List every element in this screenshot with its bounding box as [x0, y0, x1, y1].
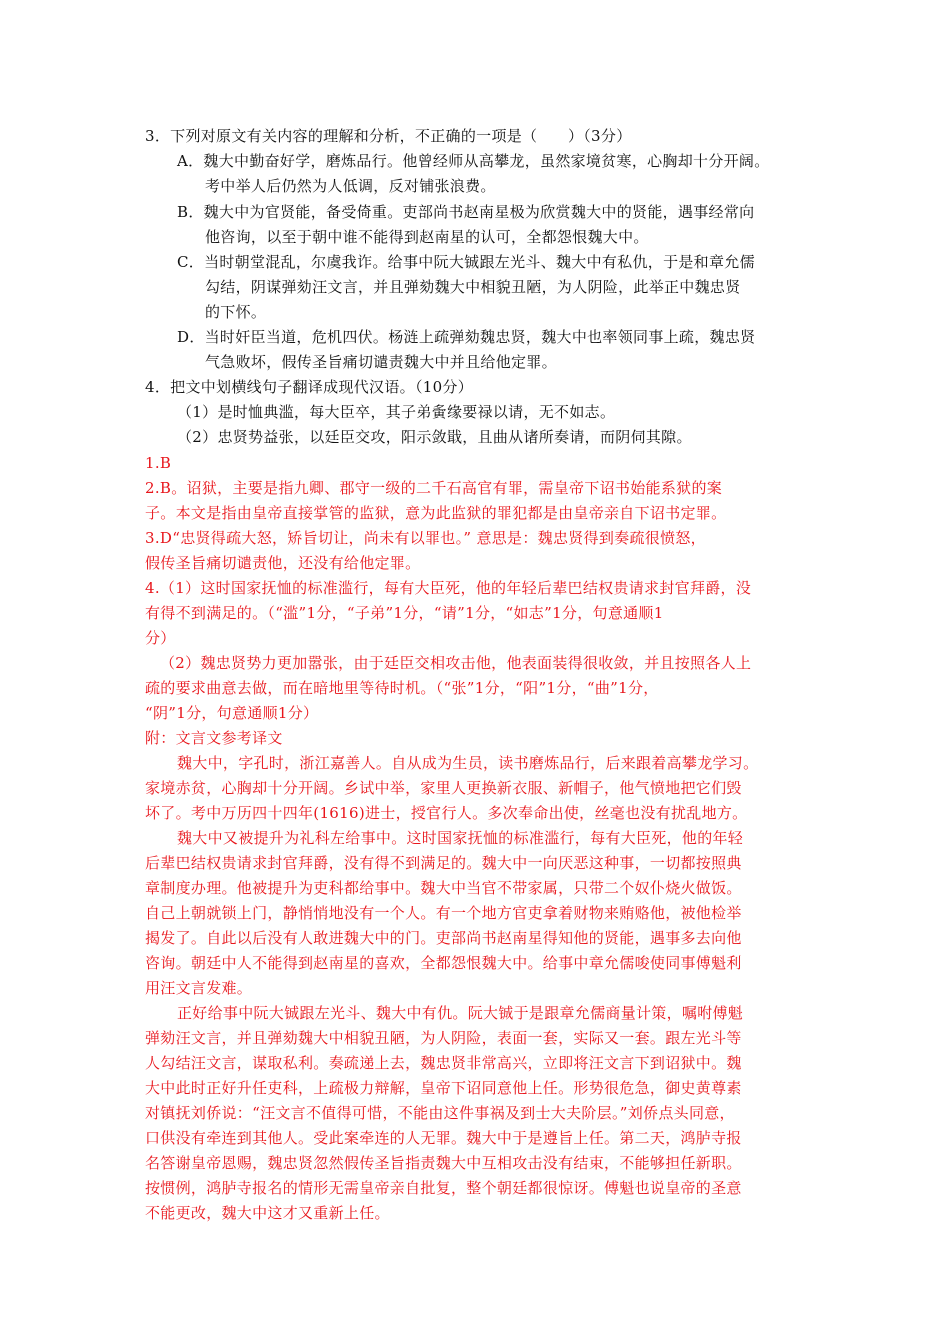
answer-4-2-line1: （2）魏忠贤势力更加嚣张，由于廷臣交相攻击他，他表面装得很收敛，并且按照各人上	[160, 654, 752, 672]
translation-p2-line6: 咨询。朝廷中人不能得到赵南星的喜欢，全都怨恨魏大中。给事中章允儒唆使同事傅魁利	[145, 954, 742, 972]
question3-option-c-line2: 勾结，阴谋弹劾汪文言，并且弹劾魏大中相貌丑陋，为人阴险，此举正中魏忠贤	[205, 278, 741, 296]
answer-4-1-line3: 分）	[145, 629, 176, 647]
answer-3-line2: 假传圣旨痛切谴责他，还没有给他定罪。	[145, 554, 421, 572]
question3-option-a-line2: 考中举人后仍然为人低调，反对铺张浪费。	[205, 177, 496, 195]
answer-3-line1: 3.D“忠贤得疏大怒，矫旨切让，尚未有以罪也。” 意思是：魏忠贤得到奏疏很愤怒，	[145, 529, 706, 547]
translation-p3-line6: 口供没有牵连到其他人。受此案牵连的人无罪。魏大中于是遵旨上任。第二天，鸿胪寺报	[145, 1129, 742, 1147]
translation-p3-line2: 弹劾汪文言，并且弹劾魏大中相貌丑陋，为人阴险，表面一套，实际又一套。跟左光斗等	[145, 1029, 742, 1047]
translation-p3-line4: 大中此时正好升任吏科，上疏极力辩解，皇帝下诏同意他上任。形势很危急，御史黄尊素	[145, 1079, 742, 1097]
translation-p2-line5: 揭发了。自此以后没有人敢进魏大中的门。吏部尚书赵南星得知他的贤能，遇事多去向他	[145, 929, 742, 947]
question3-option-c-line3: 的下怀。	[205, 303, 267, 321]
translation-p1-line1: 魏大中，字孔时，浙江嘉善人。自从成为生员，读书磨炼品行，后来跟着高攀龙学习。	[177, 754, 759, 772]
translation-p2-line4: 自己上朝就锁上门，静悄悄地没有一个人。有一个地方官吏拿着财物来贿赂他，被他检举	[145, 904, 742, 922]
translation-p1-line3: 坏了。考中万历四十四年(1616)进士，授官行人。多次奉命出使，丝毫也没有扰乱地方。	[145, 804, 748, 822]
answer-2-line1: 2.B。诏狱，主要是指九卿、郡守一级的二千石高官有罪，需皇帝下诏书始能系狱的案	[145, 479, 723, 497]
translation-p2-line1: 魏大中又被提升为礼科左给事中。这时国家抚恤的标准滥行，每有大臣死，他的年轻	[177, 829, 744, 847]
question3-option-b-line2: 他咨询，以至于朝中谁不能得到赵南星的认可，全都怨恨魏大中。	[205, 228, 649, 246]
question3-option-d-line1: D．当时奸臣当道，危机四伏。杨涟上疏弹劾魏忠贤，魏大中也率领同事上疏，魏忠贤	[177, 328, 756, 346]
translation-p1-line2: 家境赤贫，心胸却十分开阔。乡试中举，家里人更换新衣服、新帽子，他气愤地把它们毁	[145, 779, 742, 797]
question4-stem: 4．把文中划横线句子翻译成现代汉语。（10分）	[145, 378, 474, 396]
translation-p3-line5: 对镇抚刘侨说：“汪文言不值得可惜，不能由这件事祸及到士大夫阶层。”刘侨点头同意，	[145, 1104, 735, 1122]
translation-p3-line8: 按惯例，鸿胪寺报名的情形无需皇帝亲自批复，整个朝廷都很惊讶。傅魁也说皇帝的圣意	[145, 1179, 742, 1197]
answer-4-2-line2: 疏的要求曲意去做，而在暗地里等待时机。（“张”1分，“阳”1分，“曲”1分，	[145, 679, 659, 697]
answer-1: 1.B	[145, 454, 172, 472]
translation-heading: 附：文言文参考译文	[145, 729, 283, 747]
translation-p3-line1: 正好给事中阮大铖跟左光斗、魏大中有仇。阮大铖于是跟章允儒商量计策，嘱咐傅魁	[177, 1004, 744, 1022]
question4-item-1: （1）是时恤典滥，每大臣卒，其子弟夤缘要禄以请，无不如志。	[177, 403, 616, 421]
translation-p2-line2: 后辈巴结权贵请求封官拜爵，没有得不到满足的。魏大中一向厌恶这种事，一切都按照典	[145, 854, 742, 872]
translation-p2-line3: 章制度办理。他被提升为吏科都给事中。魏大中当官不带家属，只带二个奴仆烧火做饭。	[145, 879, 742, 897]
question4-item-2: （2）忠贤势益张，以廷臣交攻，阳示敛戢，且曲从诸所奏请，而阴伺其隙。	[177, 428, 692, 446]
translation-p3-line3: 人勾结汪文言，谋取私利。奏疏递上去，魏忠贤非常高兴，立即将汪文言下到诏狱中。魏	[145, 1054, 742, 1072]
question3-option-d-line2: 气急败坏，假传圣旨痛切谴责魏大中并且给他定罪。	[205, 353, 557, 371]
answer-4-1-line2: 有得不到满足的。（“滥”1分，“子弟”1分，“请”1分，“如志”1分，句意通顺1	[145, 604, 664, 622]
answer-2-line2: 子。本文是指由皇帝直接掌管的监狱，意为此监狱的罪犯都是由皇帝亲自下诏书定罪。	[145, 504, 727, 522]
question3-option-c-line1: C．当时朝堂混乱，尔虞我诈。给事中阮大铖跟左光斗、魏大中有私仇，于是和章允儒	[177, 253, 755, 271]
answer-4-1-line1: 4.（1）这时国家抚恤的标准滥行，每有大臣死，他的年轻后辈巴结权贵请求封官拜爵，没	[145, 579, 752, 597]
translation-p3-line7: 名答谢皇帝恩赐，魏忠贤忽然假传圣旨指责魏大中互相攻击没有结束，不能够担任新职。	[145, 1154, 742, 1172]
question3-option-b-line1: B．魏大中为官贤能，备受倚重。吏部尚书赵南星极为欣赏魏大中的贤能，遇事经常向	[177, 203, 755, 221]
question3-option-a-line1: A．魏大中勤奋好学，磨炼品行。他曾经师从高攀龙，虽然家境贫寒，心胸却十分开阔。	[177, 152, 770, 170]
question3-stem: 3．下列对原文有关内容的理解和分析，不正确的一项是（ ）（3分）	[145, 127, 632, 145]
translation-p3-line9: 不能更改，魏大中这才又重新上任。	[145, 1204, 390, 1222]
answer-4-2-line3: “阴”1分，句意通顺1分）	[145, 704, 319, 722]
translation-p2-line7: 用汪文言发难。	[145, 979, 253, 997]
